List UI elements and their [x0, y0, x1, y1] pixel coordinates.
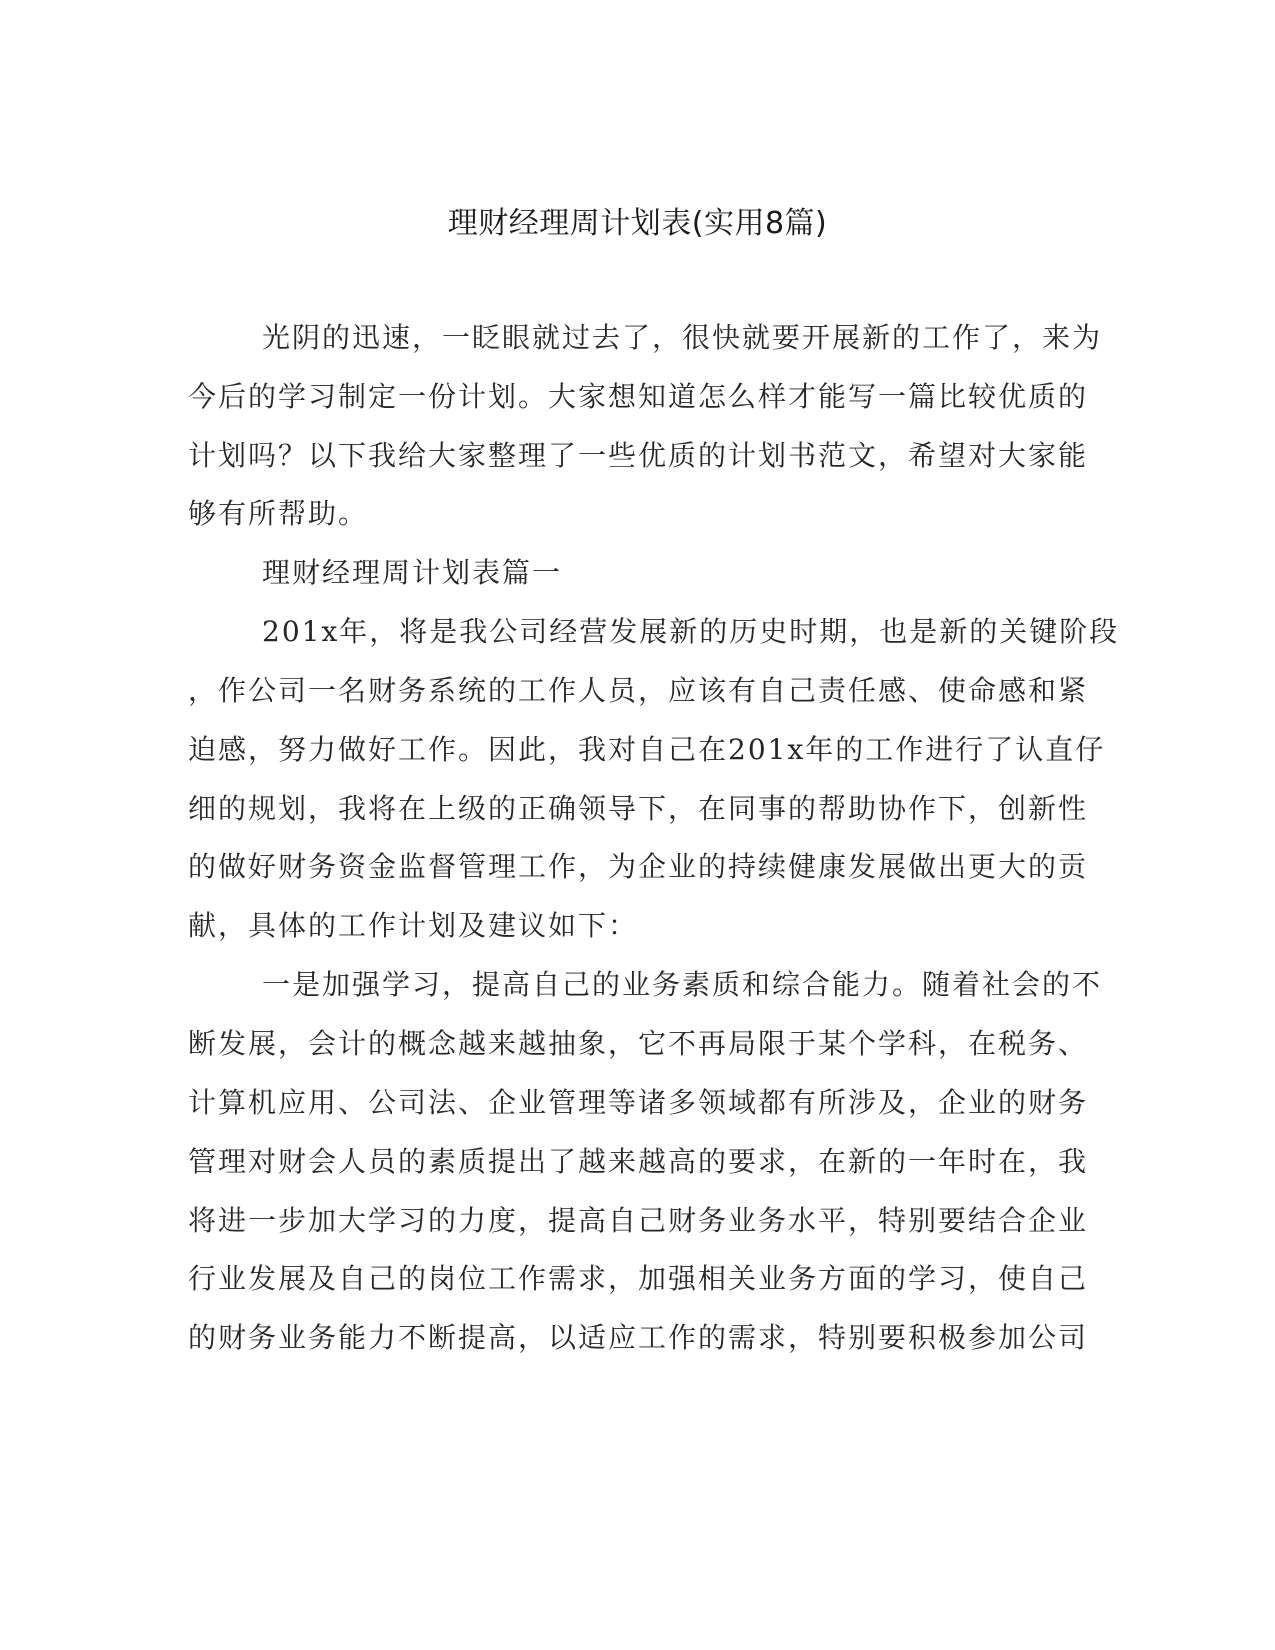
body-text-line: 将进一步加大学习的力度，提高自己财务业务水平，特别要结合企业 [188, 1204, 1089, 1237]
body-text-line: 的做好财务资金监督管理工作，为企业的持续健康发展做出更大的贡 [188, 850, 1089, 883]
body-text-line: 的财务业务能力不断提高，以适应工作的需求，特别要积极参加公司 [188, 1321, 1089, 1354]
body-text-line: 断发展，会计的概念越来越抽象，它不再局限于某个学科，在税务、 [188, 1027, 1089, 1060]
body-text-line: 迫感，努力做好工作。因此，我对自己在201x年的工作进行了认直仔 [188, 733, 1106, 766]
body-text-line: 201x年，将是我公司经营发展新的历史时期，也是新的关键阶段 [262, 615, 1120, 648]
body-text-line: 献，具体的工作计划及建议如下： [188, 909, 639, 942]
body-text-line: 计算机应用、公司法、企业管理等诸多领域都有所涉及，企业的财务 [188, 1086, 1089, 1119]
body-text-line: 细的规划，我将在上级的正确领导下，在同事的帮助协作下，创新性 [188, 792, 1089, 825]
body-text-line: 够有所帮助。 [188, 497, 369, 530]
body-text-line: 管理对财会人员的素质提出了越来越高的要求，在新的一年时在，我 [188, 1145, 1089, 1178]
body-text-line: 行业发展及自己的岗位工作需求，加强相关业务方面的学习，使自己 [188, 1262, 1089, 1295]
document-title: 理财经理周计划表(实用8篇) [447, 206, 828, 241]
body-text-line: 一是加强学习，提高自己的业务素质和综合能力。随着社会的不 [262, 968, 1103, 1001]
body-text-line: ，作公司一名财务系统的工作人员，应该有自己责任感、使命感和紧 [188, 674, 1089, 707]
body-text-line: 计划吗？以下我给大家整理了一些优质的计划书范文，希望对大家能 [188, 439, 1089, 472]
body-text-line: 光阴的迅速，一眨眼就过去了，很快就要开展新的工作了，来为 [262, 321, 1103, 354]
body-text-line: 今后的学习制定一份计划。大家想知道怎么样才能写一篇比较优质的 [188, 380, 1089, 413]
section-heading: 理财经理周计划表篇一 [262, 556, 563, 589]
